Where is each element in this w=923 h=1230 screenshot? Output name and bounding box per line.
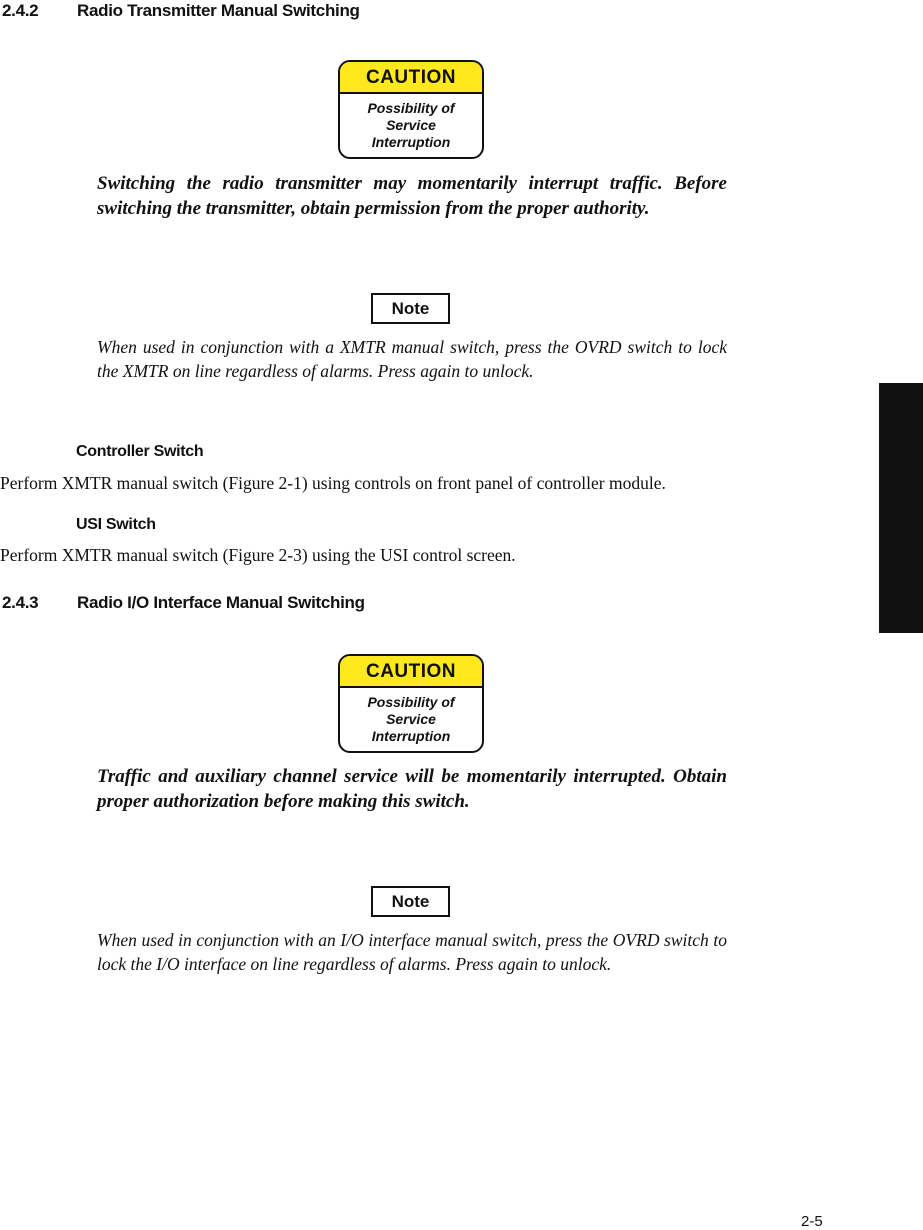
caution-box (338, 60, 484, 159)
usi-switch-heading: USI Switch (76, 516, 156, 533)
note-label: Note (371, 886, 450, 917)
caution-line: Service (386, 117, 436, 133)
note-text: When used in conjunction with an I/O interface manual switch, press the OVRD switch to lock the I/O interface on line regardless of alarms. Press again to unlock. (97, 930, 727, 974)
caution-line: Interruption (371, 728, 451, 744)
caution-line: Service (386, 711, 436, 727)
section-heading-2-4-3 (2, 593, 365, 613)
section-number: 2.4.2 (2, 1, 39, 20)
controller-switch-heading: Controller Switch (76, 443, 204, 460)
caution-message (340, 688, 482, 745)
caution-box (338, 654, 484, 753)
usi-switch-text: Perform XMTR manual switch (Figure 2-3) using the USI control screen. (0, 545, 516, 565)
section-heading-2-4-2 (2, 1, 360, 21)
caution-message (340, 94, 482, 151)
caution-line: Interruption (371, 134, 451, 150)
caution-line: Possibility of (367, 694, 455, 710)
chapter-thumb-tab (879, 383, 923, 633)
note-label: Note (371, 293, 450, 324)
section-title: Radio I/O Interface Manual Switching (77, 593, 365, 612)
caution-label: CAUTION (340, 62, 482, 94)
caution-text: Traffic and auxiliary channel service will be momentarily interrupted. Obtain proper authorization before making this switch. (97, 766, 727, 812)
page-number: 2-5 (801, 1213, 823, 1230)
caution-line: Possibility of (367, 100, 455, 116)
section-title: Radio Transmitter Manual Switching (77, 1, 360, 20)
caution-label: CAUTION (340, 656, 482, 688)
controller-switch-text: Perform XMTR manual switch (Figure 2-1) using controls on front panel of controller module. (0, 473, 666, 493)
caution-text: Switching the radio transmitter may momentarily interrupt traffic. Before switching the transmitter, obtain permission from the proper authority. (97, 173, 727, 219)
section-number: 2.4.3 (2, 593, 39, 612)
note-text: When used in conjunction with a XMTR manual switch, press the OVRD switch to lock the XMTR on line regardless of alarms. Press again to unlock. (97, 337, 727, 381)
